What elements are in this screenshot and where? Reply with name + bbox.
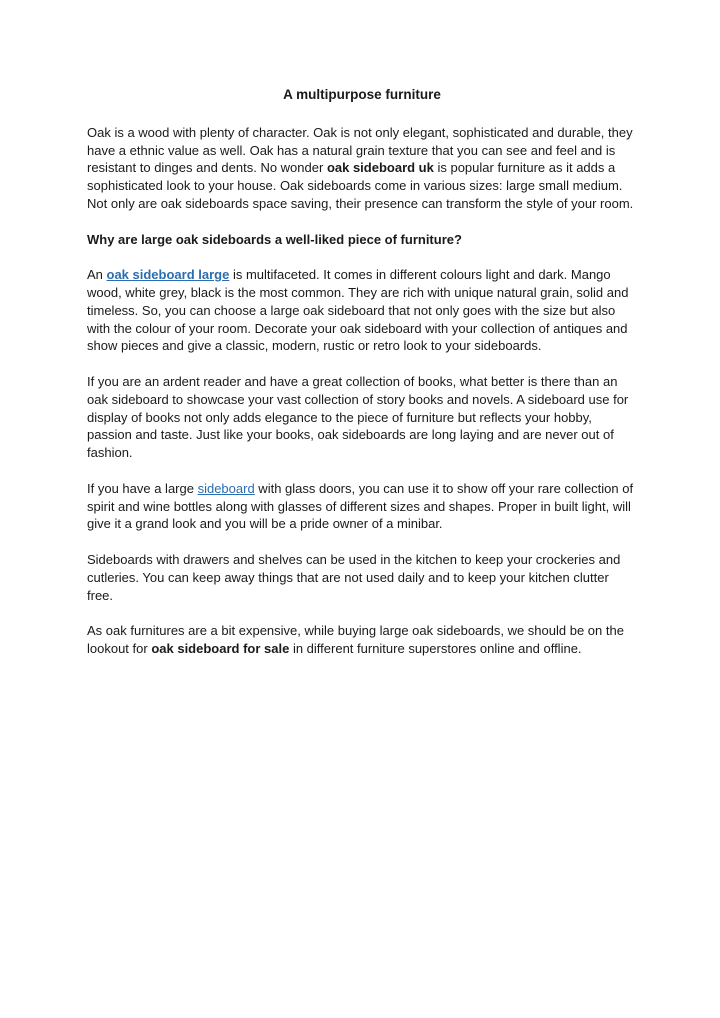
paragraph-intro: [87, 124, 637, 213]
paragraph-sale-text-start: As oak furnitures are a bit expensive, while buying large oak sideboards, we should be on the lookout for: [87, 623, 624, 656]
paragraph-colours: [87, 266, 637, 355]
keyword-oak-sideboard-for-sale: oak sideboard for sale: [151, 640, 290, 656]
keyword-oak-sideboard-uk: oak sideboard uk: [326, 160, 434, 176]
paragraph-minibar: [87, 480, 637, 533]
sideboard-link[interactable]: sideboard: [197, 480, 255, 496]
oak-sideboard-large-link[interactable]: oak sideboard large: [106, 267, 230, 283]
paragraph-colours-text-end: is multifaceted. It comes in different colours light and dark. Mango wood, white grey, black is the most common. They are rich with unique natural grain, solid and timeless. So, you can choose a large oak sideboard that not only goes with the size but also with the colour of your room. Decorate your oak sideboard with your collection of antiques and show pieces and give a classic, modern, rustic or retro look to your sideboards.: [87, 267, 629, 354]
paragraph-colours-text-start: An: [87, 267, 107, 283]
document-body: [87, 86, 637, 676]
document-title: A multipurpose furniture: [283, 87, 441, 102]
paragraph-sale-text-end: in different furniture superstores online and offline.: [289, 640, 582, 656]
paragraph-sale: [87, 622, 637, 658]
section-heading: Why are large oak sideboards a well-liked piece of furniture?: [87, 231, 462, 247]
paragraph-books: If you are an ardent reader and have a great collection of books, what better is there than an oak sideboard to showcase your vast collection of story books and novels. A sideboard use for display of books not only adds elegance to the piece of furniture but reflects your hobby, passion and taste. Just like your books, oak sideboards are long laying and are never out of fashion.: [87, 373, 629, 461]
paragraph-kitchen: Sideboards with drawers and shelves can be used in the kitchen to keep your crockeries and cutleries. You can keep away things that are not used daily and to keep your kitchen clutter free.: [87, 551, 621, 603]
paragraph-intro-text-start: Oak is a wood with plenty of character. Oak is not only elegant, sophisticated and durable, they have a ethnic value as well. Oak has a natural grain texture that you can see and feel and is resistant to dinges and dents. No wonder: [87, 124, 633, 176]
paragraph-minibar-text-end: with glass doors, you can use it to show off your rare collection of spirit and wine bottles along with glasses of different sizes and shapes. Proper in built light, will give it a grand look and you will be a pride owner of a minibar.: [87, 480, 634, 532]
paragraph-intro-text-end: is popular furniture as it adds a sophisticated look to your house. Oak sideboards come in various sizes: large small medium. Not only are oak sideboards space saving, their presence can transform the style of your room.: [87, 160, 634, 211]
paragraph-minibar-text-start: If you have a large: [87, 480, 198, 496]
